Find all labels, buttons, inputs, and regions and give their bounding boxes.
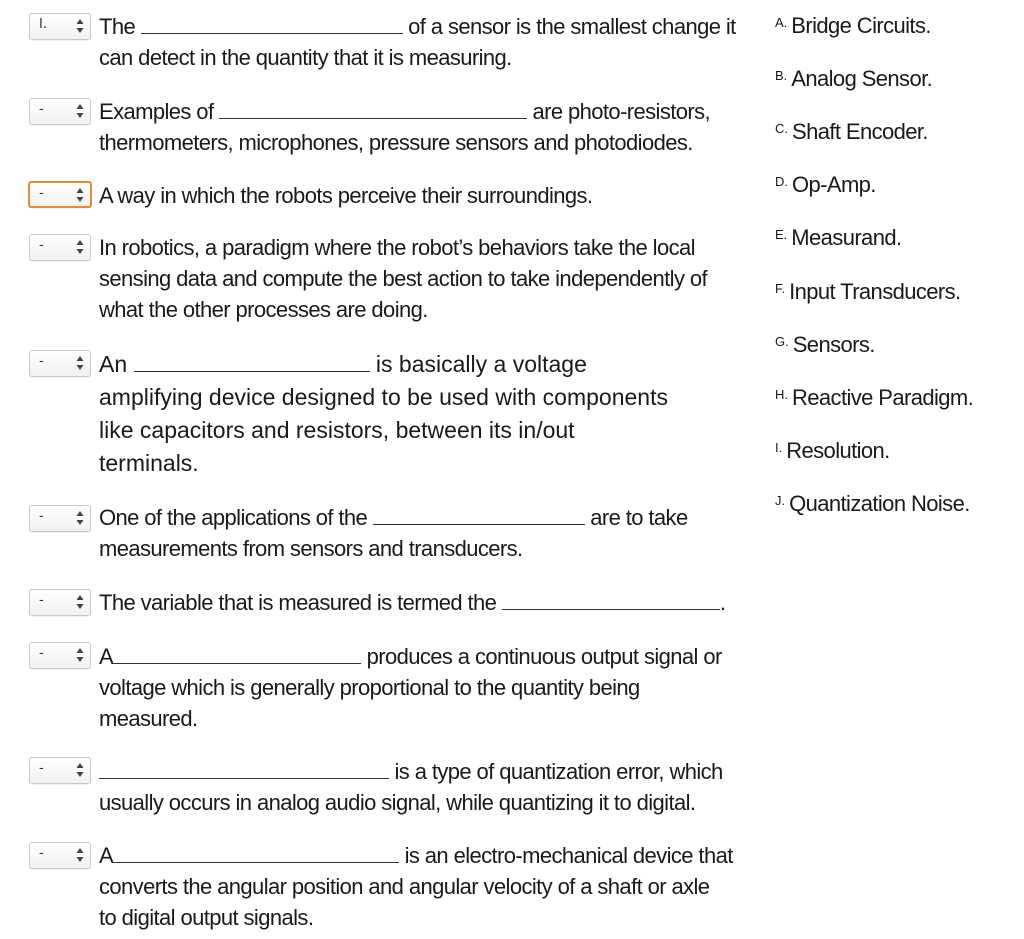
select-value: - [39, 238, 44, 253]
select-q10[interactable] [29, 842, 91, 869]
updown-arrows-icon [76, 18, 84, 34]
answer-letter: C. [775, 121, 788, 136]
updown-arrows-icon [76, 103, 84, 119]
updown-arrows-icon [76, 355, 84, 371]
select-q2[interactable] [29, 98, 91, 125]
answer-letter: E. [775, 227, 788, 242]
answer-text: Measurand. [791, 225, 902, 250]
updown-arrows-icon [76, 594, 84, 610]
question-8 [99, 641, 722, 734]
answer-text: Resolution. [786, 438, 890, 463]
question-text: In robotics, a paradigm where the robot’s behaviors take the local [99, 235, 695, 260]
updown-arrows-icon [76, 762, 84, 778]
answer-text: Analog Sensor. [791, 66, 933, 91]
answer-blank [219, 98, 527, 119]
answer-text: Sensors. [792, 332, 875, 357]
question-text: One of the applications of the [99, 505, 368, 530]
answer-letter: I. [775, 440, 783, 455]
select-value: - [39, 509, 44, 524]
answer-option-e [775, 225, 901, 251]
question-4 [99, 232, 707, 325]
answer-option-h [775, 385, 973, 411]
question-text: A way in which the robots perceive their surroundings. [99, 183, 593, 208]
select-value: - [39, 646, 44, 661]
question-text: what the other processes are doing. [99, 297, 428, 322]
answer-letter: H. [775, 387, 788, 402]
answer-option-b [775, 66, 932, 92]
select-q8[interactable] [29, 642, 91, 669]
question-text: voltage which is generally proportional to the quantity being [99, 675, 640, 700]
select-q5[interactable] [29, 350, 91, 377]
question-text: measurements from sensors and transducers. [99, 536, 523, 561]
answer-text: Input Transducers. [789, 279, 961, 304]
select-value: - [39, 846, 44, 861]
select-q3[interactable] [28, 181, 92, 208]
question-7 [99, 587, 725, 618]
select-value: - [39, 186, 44, 201]
question-text: The [99, 14, 136, 39]
answer-letter: B. [775, 68, 788, 83]
answer-blank [373, 504, 585, 525]
question-text: A [99, 644, 114, 669]
answer-blank [134, 351, 370, 372]
select-value: - [39, 102, 44, 117]
question-text: The variable that is measured is termed the [99, 590, 497, 615]
select-q4[interactable] [29, 234, 91, 261]
answer-option-f [775, 279, 961, 305]
question-text: of a sensor is the smallest change it [408, 14, 736, 39]
select-q6[interactable] [29, 505, 91, 532]
answer-option-c [775, 119, 928, 145]
question-2 [99, 96, 710, 158]
question-6 [99, 502, 688, 564]
question-text: amplifying device designed to be used with components [99, 384, 668, 410]
question-text: is a type of quantization error, which [394, 759, 723, 784]
question-text: sensing data and compute the best action to take independently of [99, 266, 708, 291]
question-10 [99, 840, 733, 933]
select-q1[interactable] [29, 13, 91, 40]
question-text: . [719, 590, 726, 615]
answer-blank [99, 758, 389, 779]
question-text: thermometers, microphones, pressure sensors and photodiodes. [99, 130, 693, 155]
updown-arrows-icon [76, 847, 84, 863]
question-text: An [99, 351, 128, 377]
question-text: produces a continuous output signal or [366, 644, 722, 669]
question-text: can detect in the quantity that it is measuring. [99, 45, 512, 70]
question-text: like capacitors and resistors, between its in/out [99, 417, 575, 443]
select-value: - [39, 593, 44, 608]
question-text: usually occurs in analog audio signal, while quantizing it to digital. [99, 790, 696, 815]
answer-blank [502, 589, 720, 610]
answer-letter: F. [775, 281, 786, 296]
answer-option-g [775, 332, 875, 358]
answer-letter: D. [775, 174, 788, 189]
answer-option-i [775, 438, 890, 464]
question-text: is an electro-mechanical device that [404, 843, 733, 868]
question-text: A [99, 843, 114, 868]
answer-letter: J. [775, 493, 786, 508]
updown-arrows-icon [76, 187, 84, 203]
answer-text: Quantization Noise. [789, 491, 970, 516]
answer-blank [113, 643, 361, 664]
question-1 [99, 11, 736, 73]
question-text: Examples of [99, 99, 214, 124]
answer-option-j [775, 491, 970, 517]
question-5 [99, 348, 668, 480]
select-value: - [39, 761, 44, 776]
updown-arrows-icon [76, 510, 84, 526]
question-text: is basically a voltage [375, 351, 587, 377]
answer-text: Reactive Paradigm. [792, 385, 974, 410]
question-text: are to take [590, 505, 688, 530]
updown-arrows-icon [76, 239, 84, 255]
answer-text: Bridge Circuits. [791, 13, 931, 38]
answer-text: Op-Amp. [792, 172, 876, 197]
question-9 [99, 756, 723, 818]
question-text: to digital output signals. [99, 905, 314, 930]
question-3 [99, 180, 592, 211]
answer-letter: G. [775, 334, 789, 349]
answer-blank [113, 842, 399, 863]
answer-option-d [775, 172, 876, 198]
select-q9[interactable] [29, 757, 91, 784]
question-text: converts the angular position and angular velocity of a shaft or axle [99, 874, 710, 899]
select-value: - [39, 354, 44, 369]
answer-blank [141, 13, 403, 34]
answer-option-a [775, 13, 931, 39]
question-text: measured. [99, 706, 198, 731]
question-text: are photo-resistors, [532, 99, 711, 124]
updown-arrows-icon [76, 647, 84, 663]
question-text: terminals. [99, 450, 199, 476]
answer-text: Shaft Encoder. [792, 119, 928, 144]
select-q7[interactable] [29, 589, 91, 616]
answer-letter: A. [775, 15, 788, 30]
select-value: I. [39, 17, 47, 32]
